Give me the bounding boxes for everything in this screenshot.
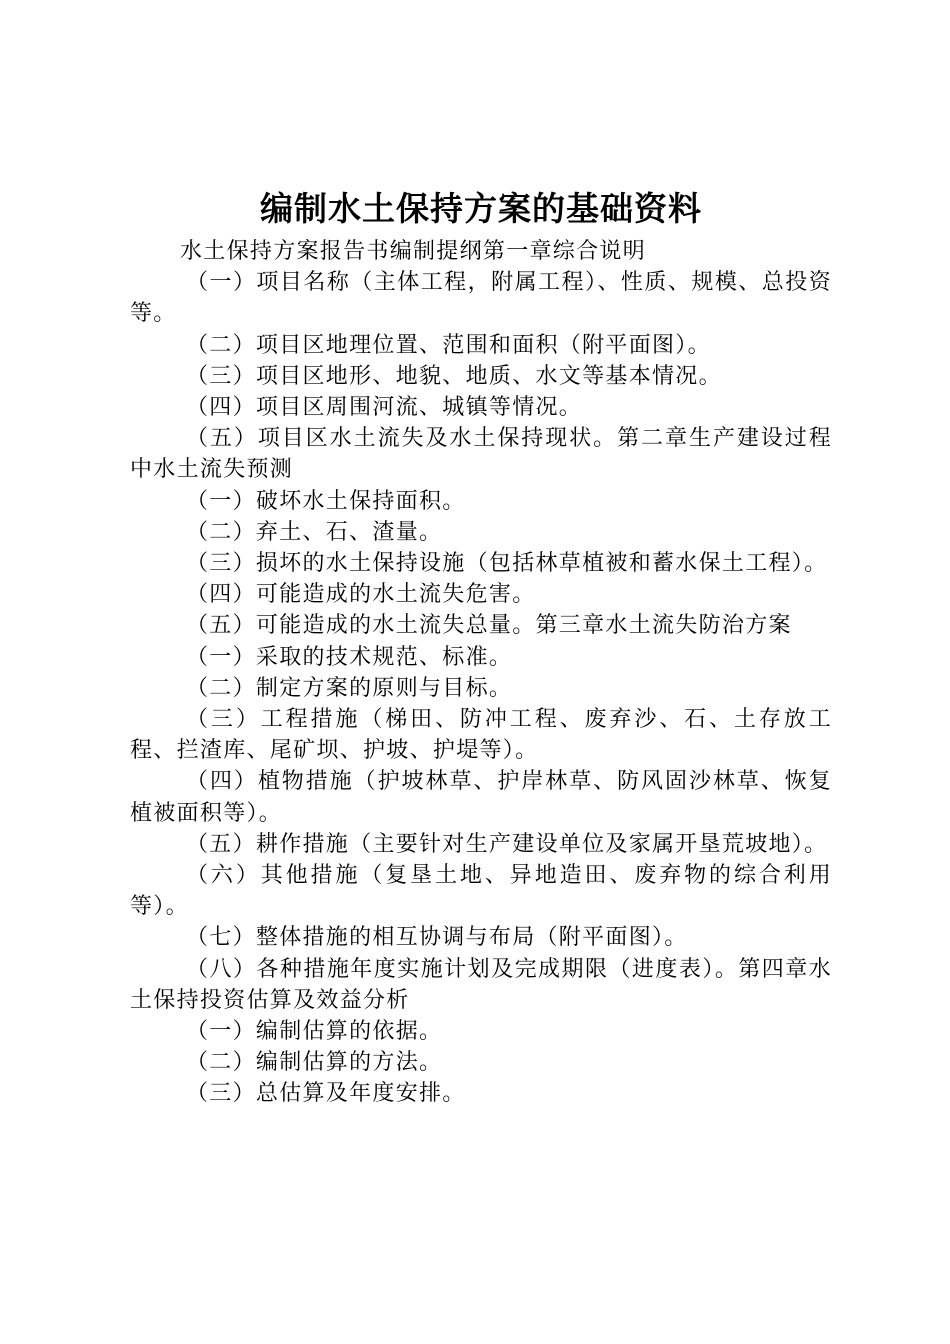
paragraph: 水土保持方案报告书编制提纲第一章综合说明 xyxy=(180,239,647,264)
paragraph: （三）工程措施（梯田、防冲工程、废弃沙、石、土存放工程、拦渣库、尾矿坝、护坡、护堤等）。 xyxy=(130,707,832,764)
document-page xyxy=(130,186,832,1110)
document-title: 编制水土保持方案的基础资料 xyxy=(260,189,702,228)
paragraph: （一）采取的技术规范、标准。 xyxy=(186,644,513,670)
paragraph: （二）项目区地理位置、范围和面积（附平面图）。 xyxy=(186,332,711,358)
paragraph: （一）破坏水土保持面积。 xyxy=(186,488,466,514)
paragraph: （一）项目名称（主体工程，附属工程）、性质、规模、总投资等。 xyxy=(130,270,832,327)
paragraph: （五）耕作措施（主要针对生产建设单位及家属开垦荒坡地）。 xyxy=(186,831,828,857)
paragraph: （五）可能造成的水土流失总量。第三章水土流失防治方案 xyxy=(186,613,792,639)
paragraph: （二）弃土、石、渣量。 xyxy=(186,519,443,545)
paragraph: （六）其他措施（复垦土地、异地造田、废弃物的综合利用等）。 xyxy=(130,863,832,920)
paragraph: （一）编制估算的依据。 xyxy=(186,1019,443,1045)
paragraph: （八）各种措施年度实施计划及完成期限（进度表）。第四章水土保持投资估算及效益分析 xyxy=(130,956,832,1013)
paragraph: （五）项目区水土流失及水土保持现状。第二章生产建设过程中水土流失预测 xyxy=(130,426,832,483)
paragraph: （三）项目区地形、地貌、地质、水文等基本情况。 xyxy=(186,363,722,389)
paragraph: （三）损坏的水土保持设施（包括林草植被和蓄水保土工程）。 xyxy=(186,551,828,577)
paragraph: （二）编制估算的方法。 xyxy=(186,1050,443,1076)
paragraph: （四）可能造成的水土流失危害。 xyxy=(186,582,536,608)
paragraph: （四）项目区周围河流、城镇等情况。 xyxy=(186,395,583,421)
paragraph: （四）植物措施（护坡林草、护岸林草、防风固沙林草、恢复植被面积等）。 xyxy=(130,769,832,826)
paragraph: （三）总估算及年度安排。 xyxy=(186,1081,466,1107)
paragraph: （七）整体措施的相互协调与布局（附平面图）。 xyxy=(186,925,688,951)
paragraph: （二）制定方案的原则与目标。 xyxy=(186,675,513,701)
